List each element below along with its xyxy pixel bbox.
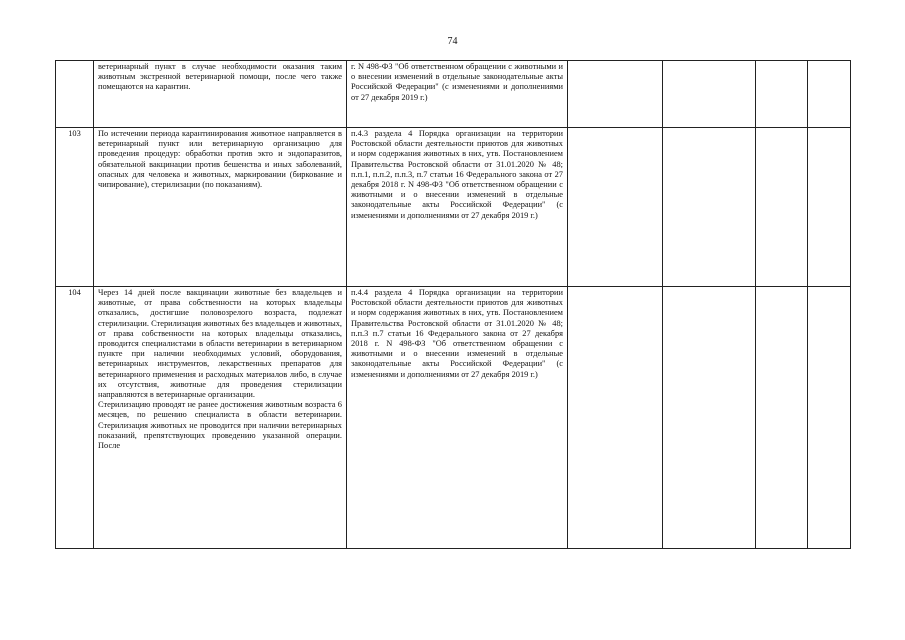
empty-cell bbox=[756, 128, 808, 287]
empty-cell bbox=[663, 287, 756, 549]
empty-cell bbox=[663, 128, 756, 287]
empty-cell bbox=[568, 128, 663, 287]
empty-cell bbox=[756, 287, 808, 549]
table-row bbox=[56, 61, 851, 128]
requirements-table bbox=[55, 60, 851, 549]
page-number: 74 bbox=[447, 36, 458, 47]
requirement-paragraph: Стерилизацию проводят не ранее достижения животным возраста 6 месяцев, по решению специалиста в области ветеринарии. Стерилизация животных не проводится при наличии ветеринарных показаний, препятствующих проведению указанной операции. После bbox=[98, 400, 342, 451]
empty-cell bbox=[663, 61, 756, 128]
table-row bbox=[56, 287, 851, 549]
requirement-cell bbox=[94, 287, 347, 549]
empty-cell bbox=[568, 61, 663, 128]
empty-cell bbox=[808, 287, 851, 549]
empty-cell bbox=[756, 61, 808, 128]
empty-cell bbox=[808, 61, 851, 128]
requirement-paragraph: Через 14 дней после вакцинации животные без владельцев и животные, от права собственности на которых владельцы отказались, достигшие половозрелого возраста, подлежат стерилизации. Стерилизация животных без владельцев и животных, от права собственности на которых владельцы отказались, проводится специалистами в области ветеринарии в ветеринарном пункте при наличии необходимых условий, оборудования, ветеринарных инструментов, лекарственных препаратов для ветеринарного применения и расходных материалов либо, в случае их отсутствия, животные для проведения стерилизации направляются в ветеринарные организации. bbox=[98, 288, 342, 400]
row-number: 103 bbox=[56, 128, 94, 287]
requirement-text: ветеринарный пункт в случае необходимости оказания таким животным экстренной ветеринарной помощи, после чего также помещаются на карантин. bbox=[94, 61, 347, 128]
table-row bbox=[56, 128, 851, 287]
legal-source-text: г. N 498-ФЗ "Об ответственном обращении с животными и о внесении изменений в отдельные законодательные акты Российской Федерации" (с изменениями и дополнениями от 27 декабря 2019 г.) bbox=[347, 61, 568, 128]
legal-source-text: п.4.4 раздела 4 Порядка организации на территории Ростовской области деятельности приютов для животных и норм содержания животных в них, утв. Постановлением Правительства Ростовской области от 31.01.2020 № 48; п.п.3 п.7 статьи 16 Федерального закона от 27 декабря 2018 г. N 498-ФЗ "Об ответственном обращении с животными и о внесении изменений в отдельные законодательные акты Российской Федерации" (с изменениями и дополнениями от 27 декабря 2019 г.) bbox=[347, 287, 568, 549]
empty-cell bbox=[808, 128, 851, 287]
row-number: 104 bbox=[56, 287, 94, 549]
legal-source-text: п.4.3 раздела 4 Порядка организации на территории Ростовской области деятельности приютов для животных и норм содержания животных в них, утв. Постановлением Правительства Ростовской области от 31.01.2020 № 48; п.п.1, п.п.2, п.п.3, п.7 статьи 16 Федерального закона от 27 декабря 2018 г. N 498-ФЗ "Об ответственном обращении с животными и о внесении изменений в отдельные законодательные акты Российской Федерации" (с изменениями и дополнениями от 27 декабря 2019 г.) bbox=[347, 128, 568, 287]
empty-cell bbox=[568, 287, 663, 549]
row-number bbox=[56, 61, 94, 128]
requirement-text: По истечении периода карантинирования животное направляется в ветеринарный пункт или ветеринарную организацию для проведения процедур: обработки против экто и эндопаразитов, обязательной вакцинации против бешенства и иных заболеваний, опасных для человека и животных, маркировании (биркование и чипирование), стерилизации (по показаниям). bbox=[94, 128, 347, 287]
